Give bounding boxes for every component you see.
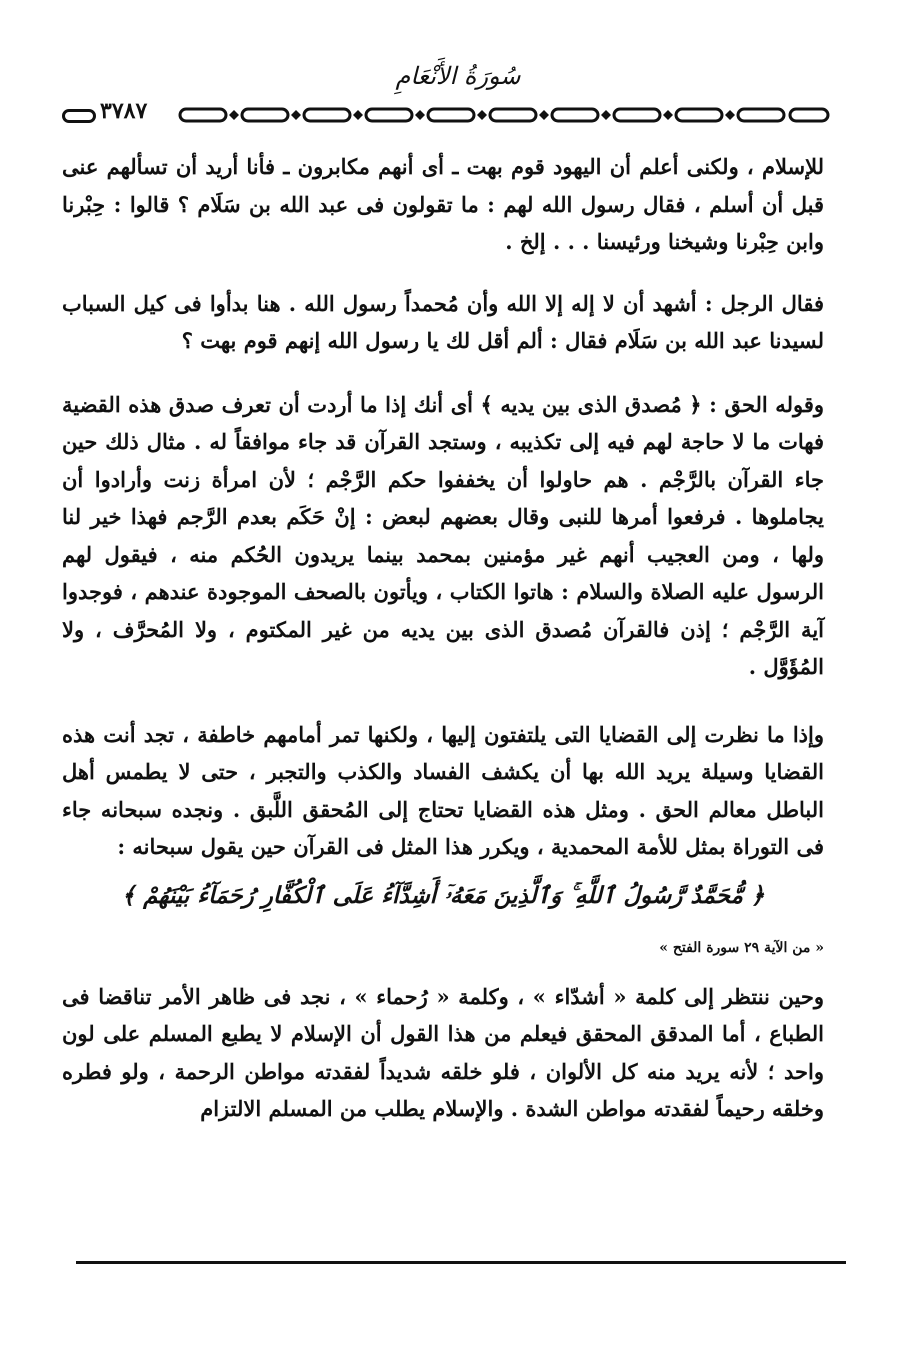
body-text xyxy=(62,148,824,1128)
paragraph-1: للإسلام ، ولكنى أعلم أن اليهود قوم بهت ـ أى أنهم مكابرون ـ فأنا أريد أن تسألهم عنى قبل أن أسلم ، فقال رسول الله لهم : ما تقولون فى عبد الله بن سَلَام ؟ قالوا : حِبْرنا وابن حِبْرنا وشيخنا ورئيسنا . . . إلخ . xyxy=(62,154,824,254)
verse-source: « من الآية ٢٩ سورة الفتح » xyxy=(659,939,824,956)
paragraph-2: فقال الرجل : أشهد أن لا إله إلا الله وأن مُحمداً رسول الله . هنا بدأوا فى كيل السباب لسيدنا عبد الله بن سَلَام فقال : ألم أقل لك يا رسول الله إنهم قوم بهت ؟ xyxy=(62,290,824,353)
surah-title: سُورَةُ الأَنْعَامِ xyxy=(395,62,521,90)
ornament-chain xyxy=(178,106,830,124)
ornament-left-end xyxy=(62,109,96,123)
footer-rule xyxy=(76,1261,846,1264)
paragraph-4: وإذا ما نظرت إلى القضايا التى يلتفتون إليها ، ولكنها تمر أمامهم خاطفة ، تجد أنت هذه القضايا وسيلة يريد الله بها أن يكشف الفساد والكذب والتجبر ، حتى لا يطمس أهل الباطل معالم الحق . ومثل هذه القضايا تحتاج إلى المُحقق اللَّبق . ونجده سبحانه جاء فى التوراة بمثل للأمة المحمدية ، ويكرر هذا المثل فى القرآن حين يقول سبحانه : xyxy=(62,721,824,859)
paragraph-3: وقوله الحق : ﴿ مُصدق الذى بين يديه ﴾ أى أنك إذا ما أردت أن تعرف صدق هذه القضية فهات ما لا حاجة لهم فيه إلى تكذيبه ، وستجد القرآن قد جاء موافقاً له . مثال ذلك حين جاء القرآن بالرَّجْم . هم حاولوا أن يخففوا حكم الرَّجْم ؛ لأن امرأة زنت وأرادوا أن يجاملوها . فرفعوا أمرها للنبى وقال بعضهم لبعض : إنْ حَكَم بعدم الرَّجم فهذا خير لنا ولها ، ومن العجيب أنهم غير مؤمنين بمحمد بينما يريدون الحُكم منه ، فيقول لهم الرسول عليه الصلاة والسلام : هاتوا الكتاب ، ويأتون بالصحف الموجودة عندهم ، فوجدوا آية الرَّجْم ؛ إذن فالقرآن مُصدق الذى بين يديه من غير المكتوم ، ولا المُحرَّف ، ولا المُؤَوَّل . xyxy=(62,391,824,679)
quran-verse: ﴿ مُّحَمَّدٌ رَّسُولُ ٱللَّهِ ۚ وَٱلَّذِينَ مَعَهُۥٓ أَشِدَّآءُ عَلَى ٱلْكُفَّارِ رُحَمَآءُ بَيْنَهُمْ ﴾ xyxy=(121,881,765,909)
paragraph-5: وحين ننتظر إلى كلمة « أشدّاء » ، وكلمة « رُحماء » ، نجد فى ظاهر الأمر تناقضا فى الطباع ، أما المدقق المحقق فيعلم من هذا القول أن الإسلام لا يطبع المسلم على لون واحد ؛ لأنه يريد منه كل الألوان ، فلو خلقه شديداً لفقدته مواطن الرحمة ، ولو فطره وخلقه رحيماً لفقدته مواطن الشدة . والإسلام يطلب من المسلم الالتزام xyxy=(62,983,824,1121)
page-number: ٣٧٨٧ xyxy=(100,98,148,124)
